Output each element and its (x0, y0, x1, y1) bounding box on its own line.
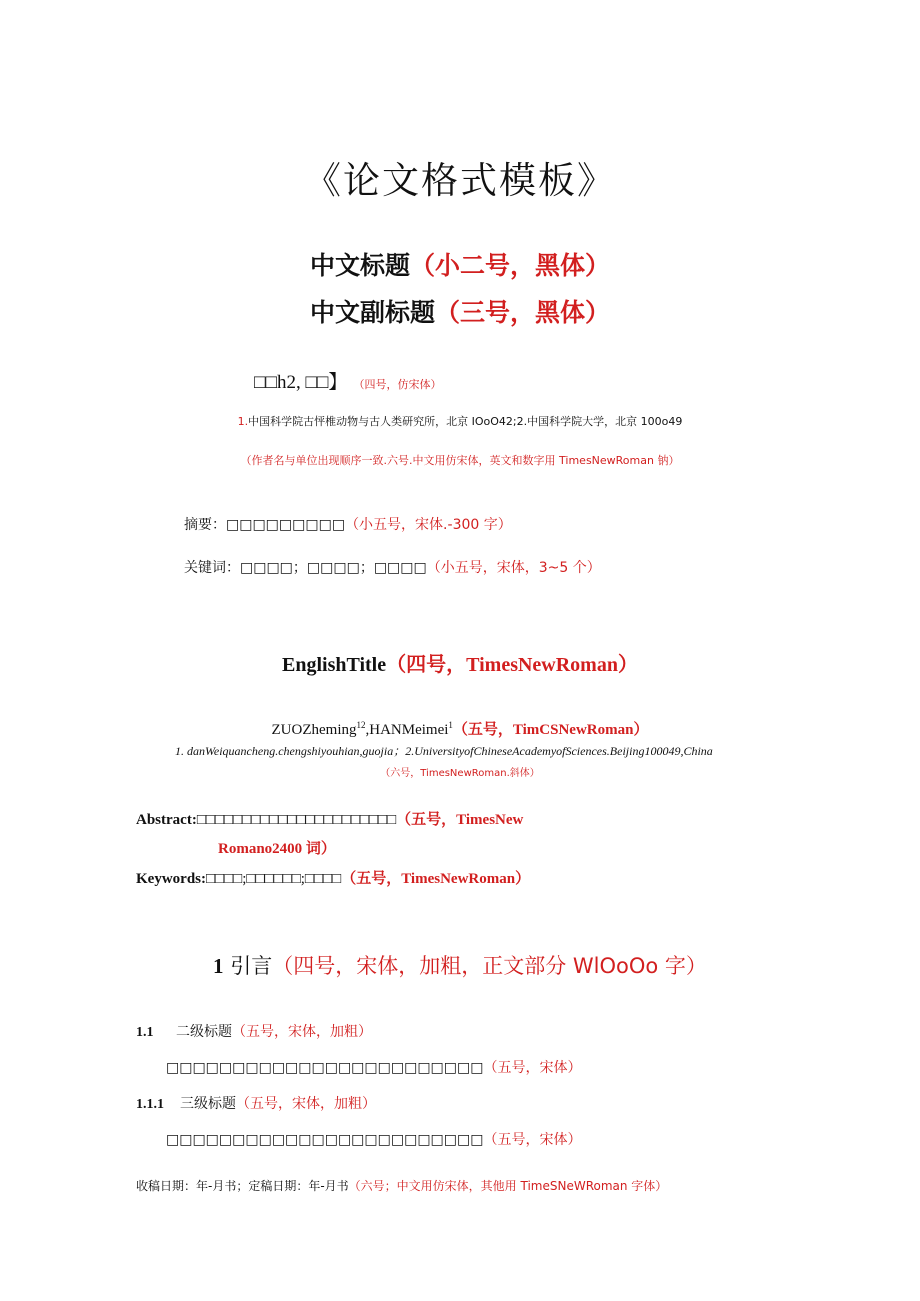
chinese-subtitle (0, 293, 920, 329)
english-keywords (136, 867, 530, 888)
section-1-1-1-number: 1.1.1 (136, 1097, 164, 1112)
section-1-1-1-note: （五号，宋体，加粗） (236, 1096, 376, 1112)
section-1-1-number: 1.1 (136, 1025, 154, 1040)
chinese-title (0, 246, 920, 282)
chinese-keywords (184, 557, 601, 577)
chinese-abstract-body: □□□□□□□□□ (226, 517, 346, 533)
english-author-1-sup: 12 (356, 720, 366, 730)
section-1-heading (0, 950, 920, 980)
chinese-keywords-note: （小五号，宋体，3~5 个） (426, 560, 601, 576)
chinese-title-text: 中文标题 (309, 251, 410, 280)
section-1-1-1-heading (136, 1093, 376, 1113)
section-1-number: 1 (213, 954, 224, 978)
english-abstract (136, 808, 523, 829)
english-keywords-note: （五号，TimesNewRoman） (341, 871, 531, 887)
chinese-subtitle-note: （三号，黑体） (435, 298, 611, 327)
chinese-abstract-note: （小五号，宋体.-300 字） (345, 517, 512, 533)
chinese-title-note: （小二号，黑体） (410, 251, 611, 280)
english-authors (0, 718, 920, 739)
affiliation-number: 1. (237, 415, 249, 428)
section-1-1-1-title: 三级标题 (180, 1096, 236, 1112)
section-1-1-1-body-text: □□□□□□□□□□□□□□□□□□□□□□□□ (166, 1132, 484, 1148)
english-author-2: ,HANMeimei (365, 722, 449, 738)
english-abstract-note: （五号，TimesNew (396, 812, 524, 828)
section-1-1-body (166, 1057, 581, 1077)
english-title-note: （四号，TimesNewRoman） (386, 654, 638, 676)
chinese-keywords-label: 关键词： (184, 560, 240, 576)
section-1-1-1-body (166, 1129, 581, 1149)
english-author-2-sup: 1 (448, 720, 453, 730)
section-1-1-title: 二级标题 (176, 1024, 232, 1040)
english-affiliations-note: （六号，TimesNewRoman.斜体） (380, 768, 540, 779)
section-1-1-1-body-note: （五号，宋体） (483, 1132, 582, 1148)
english-title-text: EnglishTitle (282, 654, 387, 676)
chinese-authors-text: □□h2, □□】 (254, 372, 348, 393)
english-keywords-label: Keywords: (136, 871, 206, 887)
chinese-keywords-body: □□□□；□□□□；□□□□ (240, 560, 427, 576)
english-title (0, 648, 920, 677)
english-keywords-body: □□□□;□□□□□□;□□□□ (206, 871, 342, 887)
chinese-abstract (184, 514, 512, 534)
submission-dates-note: （六号；中文用仿宋体，其他用 TimeSNeWRoman 字体） (348, 1179, 668, 1193)
section-1-1-body-text: □□□□□□□□□□□□□□□□□□□□□□□□ (166, 1060, 484, 1076)
chinese-abstract-label: 摘要： (184, 517, 226, 533)
english-author-1: ZUOZheming (271, 722, 357, 738)
section-1-1-body-note: （五号，宋体） (483, 1060, 582, 1076)
section-1-title: 引言 (230, 954, 273, 978)
chinese-affiliations (0, 413, 920, 429)
section-1-note: （四号，宋体，加粗，正文部分 WlOoOo 字） (272, 954, 707, 978)
document-title: 《论文格式模板》 (304, 159, 616, 202)
english-affiliations: 1. danWeiquancheng.chengshiyouhian,guojia；2.UniversityofChineseAcademyofSciences.Beijing100049,China (175, 744, 713, 758)
section-1-1-heading (136, 1021, 372, 1041)
chinese-authors (254, 367, 441, 394)
english-abstract-note-cont: Romano2400 词） (218, 841, 336, 857)
english-authors-note: （五号，TimCSNewRoman） (452, 722, 649, 738)
submission-dates-text: 收稿日期：年-月书；定稿日期：年-月书 (136, 1179, 349, 1193)
section-1-1-note: （五号，宋体，加粗） (232, 1024, 372, 1040)
submission-dates (136, 1177, 667, 1194)
chinese-authors-note: （四号，仿宋体） (353, 378, 442, 391)
chinese-affiliations-note: （作者名与单位出现顺序一致.六号.中文用仿宋体，英文和数字用 TimesNewRoman 钠） (240, 454, 680, 467)
affiliation-text: 中国科学院古怦椎动物与古人类研究所，北京 IOoO42;2.中国科学院大学，北京 100o49 (248, 415, 683, 428)
english-abstract-body: □□□□□□□□□□□□□□□□□□□□□□ (196, 812, 397, 828)
english-abstract-label: Abstract: (136, 812, 197, 828)
chinese-subtitle-text: 中文副标题 (309, 298, 435, 327)
